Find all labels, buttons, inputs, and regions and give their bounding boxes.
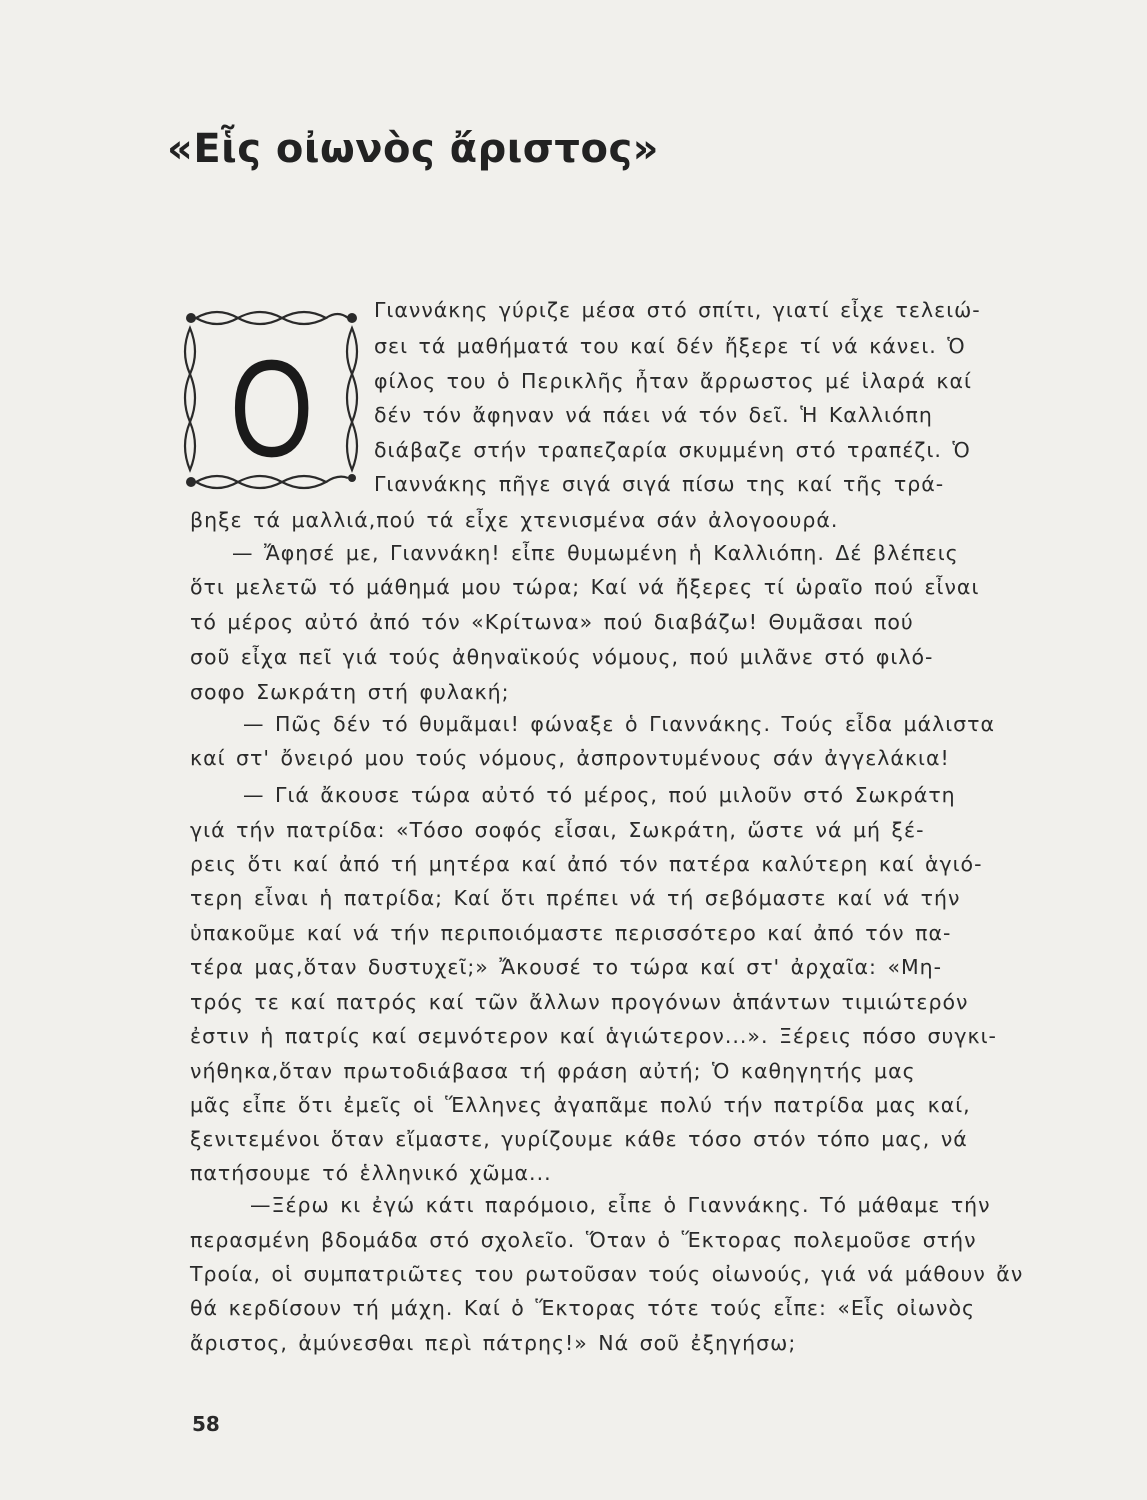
- text-line: μᾶς εἶπε ὅτι ἐμεῖς οἱ Ἕλληνες ἀγαπᾶμε πολύ τήν πατρίδα μας καί,: [190, 1093, 971, 1117]
- text-line: Γιαννάκης γύριζε μέσα στό σπίτι, γιατί εἶχε τελειώ-: [374, 298, 981, 322]
- text-line: Γιαννάκης πῆγε σιγά σιγά πίσω της καί τῆς τρά-: [374, 472, 945, 496]
- drop-cap-letter: Ο: [229, 332, 314, 487]
- text-line: — Ἄφησέ με, Γιαννάκη! εἶπε θυμωμένη ἡ Καλλιόπη. Δέ βλέπεις: [232, 541, 959, 565]
- page-number: 58: [192, 1412, 220, 1436]
- text-line: τέρα μας,ὅταν δυστυχεῖ;» Ἄκουσέ το τώρα καί στ' ἀρχαῖα: «Μη-: [190, 955, 943, 979]
- text-line: σει τά μαθήματά του καί δέν ἤξερε τί νά κάνει. Ὁ: [374, 334, 966, 358]
- text-line: Τροία, οἱ συμπατριῶτες του ρωτοῦσαν τούς οἰωνούς, γιά νά μάθουν ἄν: [190, 1262, 1024, 1286]
- text-line: ὑπακοῦμε καί νά τήν περιποιόμαστε περισσότερο καί ἀπό τόν πα-: [190, 921, 952, 945]
- text-line: νήθηκα,ὅταν πρωτοδιάβασα τή φράση αὐτή; Ὁ καθηγητής μας: [190, 1059, 916, 1083]
- chapter-title: «Εἷς οἰωνὸς ἄριστος»: [167, 126, 659, 172]
- text-line: τό μέρος αὐτό ἀπό τόν «Κρίτωνα» πού διαβάζω! Θυμᾶσαι πού: [190, 610, 914, 634]
- text-line: —Ξέρω κι ἐγώ κάτι παρόμοιο, εἶπε ὁ Γιαννάκης. Τό μάθαμε τήν: [250, 1193, 991, 1217]
- text-line: ξενιτεμένοι ὅταν εἴμαστε, γυρίζουμε κάθε τόσο στόν τόπο μας, νά: [190, 1127, 968, 1151]
- text-line: ὅτι μελετῶ τό μάθημά μου τώρα; Καί νά ἤξερες τί ὡραῖο πού εἶναι: [190, 575, 980, 599]
- text-line: — Πῶς δέν τό θυμᾶμαι! φώναξε ὁ Γιαννάκης. Τούς εἶδα μάλιστα: [243, 712, 996, 736]
- text-line: περασμένη βδομάδα στό σχολεῖο. Ὅταν ὁ Ἕκτορας πολεμοῦσε στήν: [190, 1228, 977, 1252]
- text-line: — Γιά ἄκουσε τώρα αὐτό τό μέρος, πού μιλοῦν στό Σωκράτη: [243, 783, 956, 807]
- text-line: ἄριστος, ἀμύνεσθαι περὶ πάτρης!» Νά σοῦ ἐξηγήσω;: [190, 1331, 797, 1355]
- text-line: βηξε τά μαλλιά,πού τά εἶχε χτενισμένα σάν ἀλογοουρά.: [190, 508, 839, 532]
- text-line: σοφο Σωκράτη στή φυλακή;: [190, 680, 510, 704]
- text-line: δέν τόν ἄφηναν νά πάει νά τόν δεῖ. Ἡ Καλλιόπη: [374, 403, 933, 427]
- drop-cap-ornament: [182, 306, 362, 496]
- text-line: σοῦ εἶχα πεῖ γιά τούς ἀθηναϊκούς νόμους, πού μιλᾶνε στό φιλό-: [190, 645, 934, 669]
- ornament-frame-icon: [182, 306, 362, 496]
- text-line: διάβαζε στήν τραπεζαρία σκυμμένη στό τραπέζι. Ὁ: [374, 438, 971, 462]
- text-line: θά κερδίσουν τή μάχη. Καί ὁ Ἕκτορας τότε τούς εἶπε: «Εἷς οἰωνὸς: [190, 1296, 976, 1320]
- text-line: καί στ' ὄνειρό μου τούς νόμους, ἀσπροντυμένους σάν ἀγγελάκια!: [190, 746, 950, 770]
- text-line: γιά τήν πατρίδα: «Τόσο σοφός εἶσαι, Σωκράτη, ὥστε νά μή ξέ-: [190, 818, 925, 842]
- text-line: ρεις ὅτι καί ἀπό τή μητέρα καί ἀπό τόν πατέρα καλύτερη καί ἁγιό-: [190, 852, 983, 876]
- text-line: τερη εἶναι ἡ πατρίδα; Καί ὅτι πρέπει νά τή σεβόμαστε καί νά τήν: [190, 886, 961, 910]
- text-line: ἐστιν ἡ πατρίς καί σεμνότερον καί ἁγιώτερον...». Ξέρεις πόσο συγκι-: [190, 1024, 997, 1048]
- text-line: φίλος του ὁ Περικλῆς ἦταν ἄρρωστος μέ ἱλαρά καί: [374, 369, 972, 393]
- text-line: τρός τε καί πατρός καί τῶν ἄλλων προγόνων ἁπάντων τιμιώτερόν: [190, 990, 969, 1014]
- text-line: πατήσουμε τό ἑλληνικό χῶμα...: [190, 1161, 552, 1185]
